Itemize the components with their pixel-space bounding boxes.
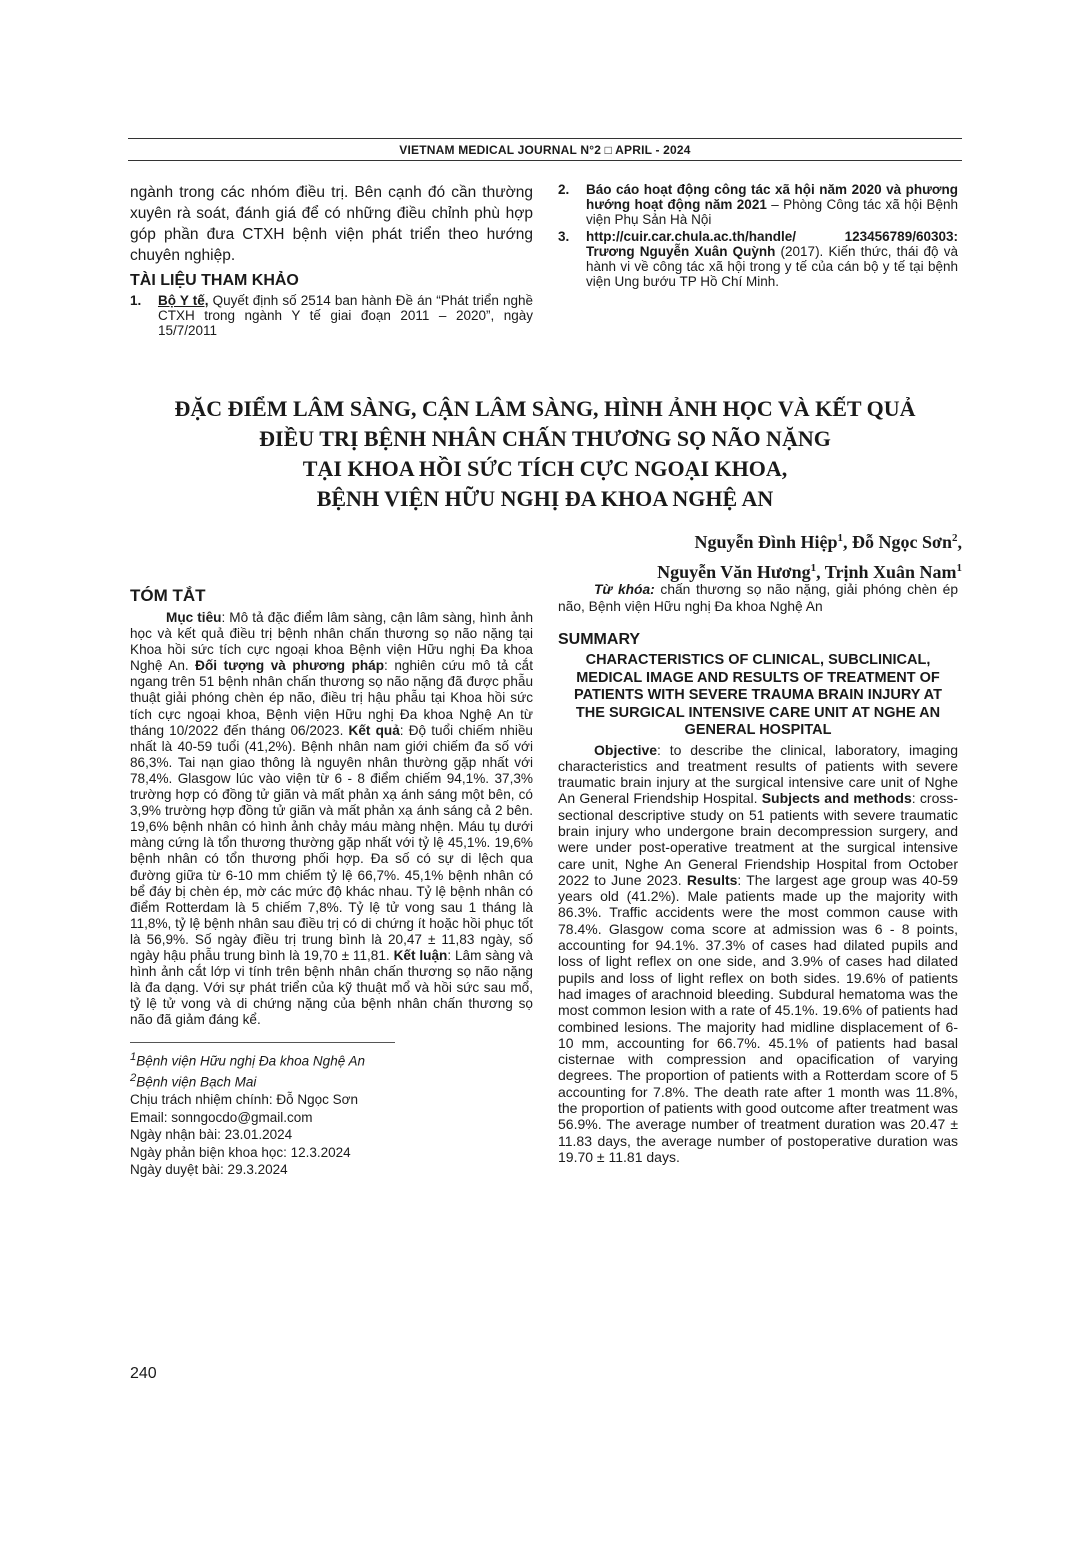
results-text: : The largest age group was 40-59 years old (41.2%). Male patients made up the majority with 86.3%. Traffic accidents were the most common cause with 78.4%. Glasgow coma score at admission was 6 - 8 points, accounting for 94.1%. 37.3% of cases had dilated pupils and loss of light reflex on one side, and 3.9% of cases had dilated pupils and loss of light reflex on both sides. 19.6% of patients had images of arachnoid bleeding. Subdural hematoma was the most common lesion with a rate of 45.1%. 19.6% of patients had combined lesions. The majority had midline displacement of 6-10 mm, accounting for 66.7%. 45.1% of patients had basal cisternae with compression and opacification of varying degrees. The proportion of patients with a Rotterdam score of 5 accounting for 7.8%. The death rate after 1 month was 11.8%, the proportion of patients with good outcome after treatment was 56.9%. The average number of treatment duration was 20.47 ± 11.83 days, the average number of postoperative duration was 19.70 ± 11.81 days. bbox=[558, 871, 959, 1165]
reference-body: – Phòng Công tác xã hội Bệnh viện Phụ Sản Hà Nội bbox=[586, 197, 959, 227]
reference-title: Báo cáo hoạt động công tác xã hội năm 2020 và phương hướng hoạt động năm 2021 bbox=[586, 182, 958, 212]
reference-text bbox=[586, 182, 958, 227]
author-name: Trịnh Xuân Nam bbox=[824, 562, 957, 582]
affiliation-mark: 1 bbox=[837, 532, 844, 544]
header-rule-top bbox=[128, 138, 962, 139]
reference-body: Quyết định số 2514 ban hành Đề án “Phát triển nghề CTXH trong ngành Y tế giai đoạn 2011 – 2020”, ngày 15/7/2011 bbox=[158, 293, 533, 338]
methods-label: Đối tượng và phương pháp bbox=[195, 658, 385, 674]
objective-text: : Mô tả đặc điểm lâm sàng, cận lâm sàng, hình ảnh học và kết quả điều trị bệnh nhân chấn thương sọ não nặng tại Khoa hồi sức tích cực ngoại khoa Bệnh viện Hữu nghị Đa khoa Nghệ An. bbox=[130, 610, 533, 674]
left-top-column bbox=[130, 182, 533, 340]
title-line: ĐẶC ĐIỂM LÂM SÀNG, CẬN LÂM SÀNG, HÌNH ẢNH HỌC VÀ KẾT QUẢ bbox=[174, 396, 916, 421]
abstract-heading: TÓM TẮT bbox=[130, 586, 206, 605]
summary-column bbox=[558, 581, 958, 1165]
right-top-column bbox=[558, 182, 958, 291]
summary-paragraph bbox=[558, 742, 958, 1166]
author-separator: , bbox=[957, 532, 962, 552]
affiliation-mark: 1 bbox=[956, 562, 962, 574]
abstract-column bbox=[130, 587, 533, 1179]
conclusion-text: : Lâm sàng và hình ảnh cắt lớp vi tính trên bệnh nhân chấn thương sọ não nặng là đa dạng. Với sự phát triển của kỹ thuật mổ và hồi sức sau mổ, tỷ lệ tử vong và di chứng nặng của bệnh nhân chấn thương sọ não đã giảm đáng kể. bbox=[130, 947, 533, 1028]
author-name: Nguyễn Đình Hiệp bbox=[694, 532, 838, 552]
accepted-date: Ngày duyệt bài: 29.3.2024 bbox=[130, 1162, 288, 1178]
results-label: Results bbox=[686, 871, 738, 888]
reference-number: 2. bbox=[558, 182, 570, 197]
footnote-divider bbox=[130, 1042, 395, 1043]
title-line: BỆNH VIỆN HỮU NGHỊ ĐA KHOA NGHỆ AN bbox=[316, 486, 774, 511]
author-name: Đỗ Ngọc Sơn bbox=[852, 532, 952, 552]
reference-text bbox=[586, 229, 958, 289]
title-line: ĐIỀU TRỊ BỆNH NHÂN CHẤN THƯƠNG SỌ NÃO NẶNG bbox=[259, 426, 831, 451]
methods-label: Subjects and methods bbox=[761, 790, 912, 807]
review-date: Ngày phản biện khoa học: 12.3.2024 bbox=[130, 1144, 351, 1160]
article-title bbox=[128, 394, 962, 514]
header-rule-bottom bbox=[128, 160, 962, 161]
footnote-mark: 1 bbox=[130, 1051, 137, 1064]
keywords bbox=[558, 581, 958, 615]
reference-title: http://cuir.car.chula.ac.th/handle/ 123456789/60303: Trương Nguyễn Xuân Quỳnh bbox=[586, 229, 958, 259]
author-name: Nguyễn Văn Hương bbox=[657, 562, 811, 582]
footnote-text: Bệnh viện Bạch Mai bbox=[136, 1074, 257, 1090]
references-title: TÀI LIỆU THAM KHẢO bbox=[130, 272, 299, 289]
page-number: 240 bbox=[130, 1365, 157, 1382]
author-separator: , bbox=[843, 532, 853, 552]
abstract-paragraph bbox=[130, 610, 533, 1028]
methods-text: : nghiên cứu mô tả cắt ngang trên 51 bệnh nhân chấn thương sọ não nặng đã được phẫu thuật giải phóng chèn ép não, điều trị hậu phẫu tại Khoa hồi sức tích cực ngoại khoa, Bệnh viện Hữu nghị Đa khoa Nghệ An từ tháng 10/2022 đến tháng 06/2023. bbox=[130, 658, 533, 738]
reference-body: (2017). Kiến thức, thái độ và hành vi về công tác xã hội trong y tế của cán bộ y tế tại bệnh viện Ung bướu TP Hồ Chí Minh. bbox=[586, 244, 958, 289]
affiliation-footnote bbox=[130, 1049, 533, 1070]
closing-paragraph: ngành trong các nhóm điều trị. Bên cạnh đó cần thường xuyên rà soát, đánh giá để có những điều chỉnh phù hợp góp phần đưa CTXH bệnh viện phát triển theo hướng chuyên nghiệp. bbox=[130, 184, 533, 264]
footnote-mark: 2 bbox=[130, 1072, 137, 1085]
running-header: VIETNAM MEDICAL JOURNAL N°2 □ APRIL - 2024 bbox=[399, 143, 691, 157]
affiliation-footnote bbox=[130, 1070, 533, 1091]
summary-heading: SUMMARY bbox=[558, 631, 641, 648]
reference-number: 3. bbox=[558, 229, 570, 244]
reference-item bbox=[558, 229, 958, 289]
corresponding-author: Chịu trách nhiệm chính: Đỗ Ngọc Sơn bbox=[130, 1092, 358, 1108]
keywords-text: chấn thương sọ não nặng, giải phóng chèn ép não, Bệnh viện Hữu nghị Đa khoa Nghệ An bbox=[558, 582, 959, 614]
english-title: CHARACTERISTICS OF CLINICAL, SUBCLINICAL, MEDICAL IMAGE AND RESULTS OF TREATMENT OF PATIENTS WITH SEVERE TRAUMA BRAIN INJURY AT THE SURGICAL INTENSIVE CARE UNIT AT NGHE AN GENERAL HOSPITAL bbox=[574, 652, 942, 738]
objective-label: Mục tiêu bbox=[166, 610, 222, 625]
author-line bbox=[657, 525, 962, 555]
author-list bbox=[657, 525, 962, 585]
contact-email: Email: sonngocdo@gmail.com bbox=[130, 1109, 313, 1125]
objective-label: Objective bbox=[594, 741, 658, 758]
reference-text bbox=[158, 293, 533, 338]
received-date: Ngày nhận bài: 23.01.2024 bbox=[130, 1127, 293, 1143]
footnote-text: Bệnh viện Hữu nghị Đa khoa Nghệ An bbox=[136, 1053, 365, 1069]
keywords-label: Từ khóa: bbox=[594, 582, 655, 597]
results-label: Kết quả bbox=[348, 722, 400, 738]
conclusion-label: Kết luận bbox=[393, 947, 448, 963]
affiliation-mark: 2 bbox=[952, 532, 958, 544]
objective-text: : to describe the clinical, laboratory, imaging characteristics and treatment results of patients with severe traumatic brain injury at the surgical intensive care unit of Nghe An General Friendship Hospital. bbox=[558, 741, 958, 807]
title-line: TẠI KHOA HỒI SỨC TÍCH CỰC NGOẠI KHOA, bbox=[302, 456, 788, 481]
affiliation-mark: 1 bbox=[810, 562, 817, 574]
reference-item bbox=[130, 293, 533, 338]
results-text: : Độ tuổi chiếm nhiều nhất là 40-59 tuổi (41,2%). Bệnh nhân nam giới chiếm đa số với 86,3%. Tai nạn giao thông là nguyên nhân thường gặp nhất với 78,4%. Glasgow lúc vào viện từ 6 - 8 điểm chiếm 94,1%. 37,3% trường hợp có đồng tử giãn và mất phản xạ ánh sáng một bên, có 3,9% trường hợp đồng tử giãn và mất phản xạ ánh sáng cả 2 bên. 19,6% bệnh nhân có hình ảnh chảy máu màng nhện. Máu tụ dưới màng cứng là tổn thương thường gặp nhất với tỷ lệ 45,1%. 19,6% bệnh nhân có tổn thương phối hợp. Đa số có sự di lệch qua đường giữa từ 6-10 mm chiếm tỷ lệ 66,7%. 45,1% bệnh nhân có bể đáy bị chèn ép, mờ các mức độ khác nhau. Tỷ lệ bệnh nhân có điểm Rotterdam là 5 chiếm 7,8%. Tỷ lệ tử vong sau 1 tháng là 11,8%, tỷ lệ bệnh nhân sau điều trị có di chứng ít hoặc hồi phục tốt là 56,9%. Số ngày điều trị trung bình là 20,47 ± 11,83 ngày, số ngày hậu phẫu trung bình là 19,70 ± 11,81. bbox=[130, 722, 533, 963]
reference-item bbox=[558, 182, 958, 227]
reference-author: Bộ Y tế, bbox=[158, 293, 209, 308]
reference-number: 1. bbox=[130, 293, 142, 308]
methods-text: : cross-sectional descriptive study on 51 patients with severe traumatic brain injury who undergone brain decompression surgery, and were under post-operative treatment at the surgical intensive care unit, Nghe An General Friendship Hospital from October 2022 to June 2023. bbox=[558, 790, 959, 888]
author-separator: , bbox=[816, 562, 825, 582]
